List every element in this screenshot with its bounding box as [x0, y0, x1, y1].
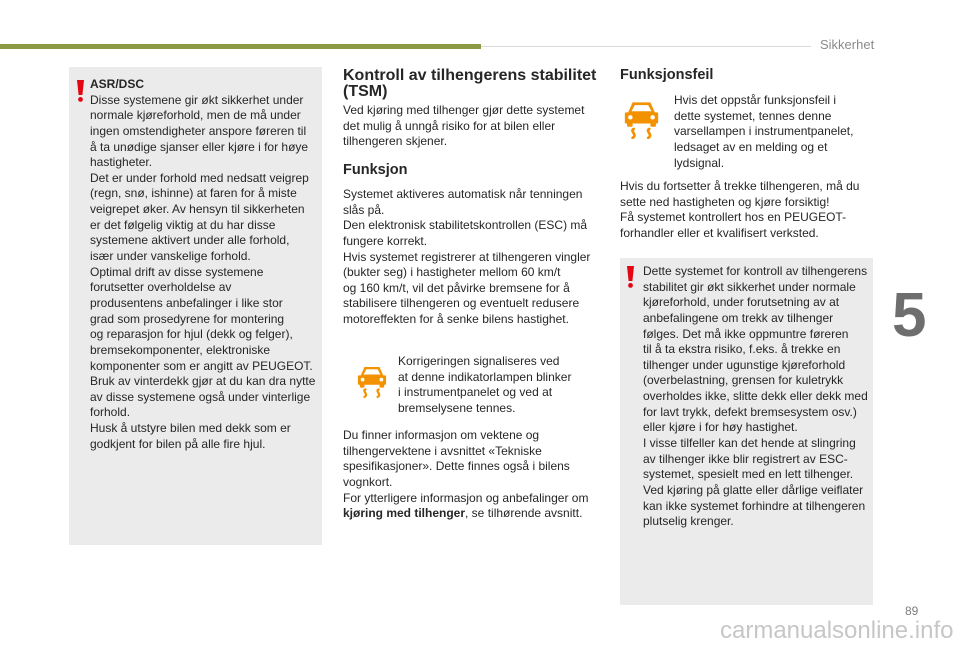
- text-line: Ved kjøring på glatte eller dårlige veiflater: [643, 482, 864, 497]
- left-note-text: [90, 77, 315, 452]
- text-line: Hvis det oppstår funksjonsfeil i: [674, 93, 837, 107]
- text-line: (bukter seg) i hastigheter mellom 60 km/t: [343, 265, 561, 280]
- text-line: Få systemet kontrollert hos en PEUGEOT-: [620, 210, 847, 225]
- text-line: og 160 km/t, vil det påvirke bremsene for å: [343, 280, 570, 295]
- text-line: godkjent for bilen på alle fire hjul.: [90, 436, 266, 451]
- watermark: carmanualsonline.info: [720, 617, 954, 644]
- text-line: ingen omstendigheter anspore føreren til: [90, 123, 307, 138]
- text-line: tilhengervektene i avsnittet «Tekniske: [343, 443, 542, 458]
- text-line: (overbelastning, grensen for kuletrykk: [643, 373, 844, 388]
- text-line: tilhengeren skjener.: [343, 134, 448, 149]
- text-line: er det følgelig viktig at du har disse: [90, 217, 276, 232]
- title-line: Kontroll av tilhengerens stabilitet: [343, 67, 597, 84]
- text-line: forhandler eller et kvalifisert verksted.: [620, 225, 819, 240]
- title-line: (TSM): [343, 83, 388, 100]
- info-text: [343, 428, 588, 522]
- right-note-text: [643, 264, 868, 530]
- text-line: Du finner informasjon om vektene og: [343, 428, 540, 442]
- text-line: spesifikasjoner». Dette finnes også i bilens: [343, 459, 570, 474]
- text-line: Hvis systemet registrerer at tilhengeren vingler: [343, 249, 591, 264]
- text-line: stabilitet gir økt sikkerhet under normale: [643, 279, 856, 294]
- text-line: ledsaget av en melding og et: [674, 139, 828, 154]
- tsm-title: [343, 68, 596, 100]
- text-line: produsentens anbefalinger i like stor: [90, 295, 283, 310]
- text-line: motoreffekten for å senke bilens hastighet.: [343, 312, 569, 327]
- indicator-description: [398, 354, 571, 417]
- text-line: stabilisere tilhengeren og eventuelt redusere: [343, 296, 580, 311]
- text-line: komponenter som er angitt av PEUGEOT.: [90, 358, 313, 373]
- text-line: Hvis du fortsetter å trekke tilhengeren, må du: [620, 179, 860, 193]
- header-rule: [481, 46, 811, 47]
- note-title: ASR/DSC: [90, 77, 145, 91]
- trailer-stability-warning-icon: [357, 364, 387, 398]
- text-line: grad som prosedyrene for montering: [90, 311, 285, 326]
- text-line: å ta unødige sjanser eller kjøre i for høye: [90, 139, 309, 154]
- warning-exclamation-icon: [626, 266, 635, 288]
- text-line: tilhenger under ugunstige kjøreforhold: [643, 357, 846, 372]
- text-line: (regn, snø, ishinne) at faren for å miste: [90, 186, 297, 201]
- text-line: Den elektronisk stabilitetskontrollen (ESC) må: [343, 218, 588, 233]
- text-line: bremsekomponenter, elektroniske: [90, 342, 271, 357]
- text-line: at denne indikatorlampen blinker: [398, 369, 572, 384]
- text-line: Disse systemene gir økt sikkerhet under: [90, 92, 304, 107]
- text-line: varsellampen i instrumentpanelet,: [674, 124, 854, 139]
- text-line: kjøreforhold, under forutsetning av at: [643, 295, 840, 310]
- accent-bar: [0, 44, 481, 49]
- function-heading: Funksjon: [343, 162, 408, 178]
- text-line: lydsignal.: [674, 155, 725, 170]
- trailer-stability-warning-icon: [623, 99, 660, 139]
- text-line: til å ta ekstra risiko, f.eks. å trekke en: [643, 342, 841, 357]
- function-text: [343, 187, 590, 328]
- text-line: hastigheter.: [90, 155, 153, 170]
- text-line: for lavt trykk, defekt bremsesystem osv.): [643, 404, 857, 419]
- text-line: i instrumentpanelet og ved at: [398, 385, 553, 400]
- text-line: systemet, spesielt med en lett tilhenger.: [643, 467, 854, 482]
- text-line: og reparasjon for hjul (dekk og felger),: [90, 327, 293, 342]
- bold-reference: kjøring med tilhenger: [343, 506, 466, 521]
- section-title: Sikkerhet: [820, 37, 875, 52]
- text-line: det mulig å unngå risiko for at bilen eller: [343, 118, 556, 133]
- text-line: Husk å utstyre bilen med dekk som er: [90, 421, 291, 436]
- text-line: slås på.: [343, 202, 385, 217]
- text-line: Systemet aktiveres automatisk når tenningen: [343, 187, 583, 201]
- text-line: forutsetter overholdelse av: [90, 280, 232, 295]
- text-line: I visse tilfeller kan det hende at slingring: [643, 436, 856, 451]
- malfunction-heading: Funksjonsfeil: [620, 67, 714, 83]
- text-line: følges. Det må ikke oppmuntre føreren: [643, 326, 849, 341]
- malfunction-advice: [620, 179, 859, 242]
- text-line: anbefalingene om trekk av tilhenger: [643, 310, 834, 325]
- malfunction-description: [674, 93, 853, 171]
- text-line: især under vanskelige forhold.: [90, 249, 251, 264]
- text-line: Korrigeringen signaliseres ved: [398, 354, 560, 368]
- text-line: forhold.: [90, 405, 131, 420]
- text-line: bremselysene tennes.: [398, 400, 516, 415]
- tsm-intro: [343, 103, 584, 150]
- text-line: fungere korrekt.: [343, 233, 428, 248]
- text-line: Bruk av vinterdekk gjør at du kan dra nytte: [90, 374, 316, 389]
- text-line: Det er under forhold med nedsatt veigrep: [90, 170, 309, 185]
- warning-exclamation-icon: [76, 80, 85, 102]
- chapter-tab: 5: [892, 281, 927, 350]
- text-line: av tilhenger ikke blir registrert av ESC-: [643, 451, 848, 466]
- text-line: Optimal drift av disse systemene: [90, 264, 264, 279]
- text-line: normale kjøreforhold, men de må under: [90, 108, 301, 123]
- text-line: av disse systemene også under vinterlige: [90, 389, 311, 404]
- text-line: veigrepet øker. Av hensyn til sikkerheten: [90, 202, 305, 217]
- text-line: Dette systemet for kontroll av tilhengerens: [643, 264, 868, 278]
- page-number: 89: [905, 604, 919, 618]
- text-line: kan ikke systemet forhindre at tilhengeren: [643, 498, 866, 513]
- text-line: plutselig krenger.: [643, 514, 734, 529]
- text-line: For ytterligere informasjon og anbefalinger om: [343, 490, 589, 505]
- text-line: systemene aktivert under alle forhold,: [90, 233, 290, 248]
- text-line: dette systemet, tennes denne: [674, 108, 832, 123]
- text-line: eller kjøre i for høy hastighet.: [643, 420, 798, 435]
- text-line: [343, 506, 588, 522]
- text-fragment: , se tilhørende avsnitt.: [465, 506, 583, 521]
- text-line: vognkort.: [343, 474, 393, 489]
- text-line: overholdes ikke, slitte dekk eller dekk med: [643, 389, 868, 404]
- text-line: Ved kjøring med tilhenger gjør dette systemet: [343, 103, 585, 117]
- text-line: sette ned hastigheten og kjøre forsiktig!: [620, 194, 830, 209]
